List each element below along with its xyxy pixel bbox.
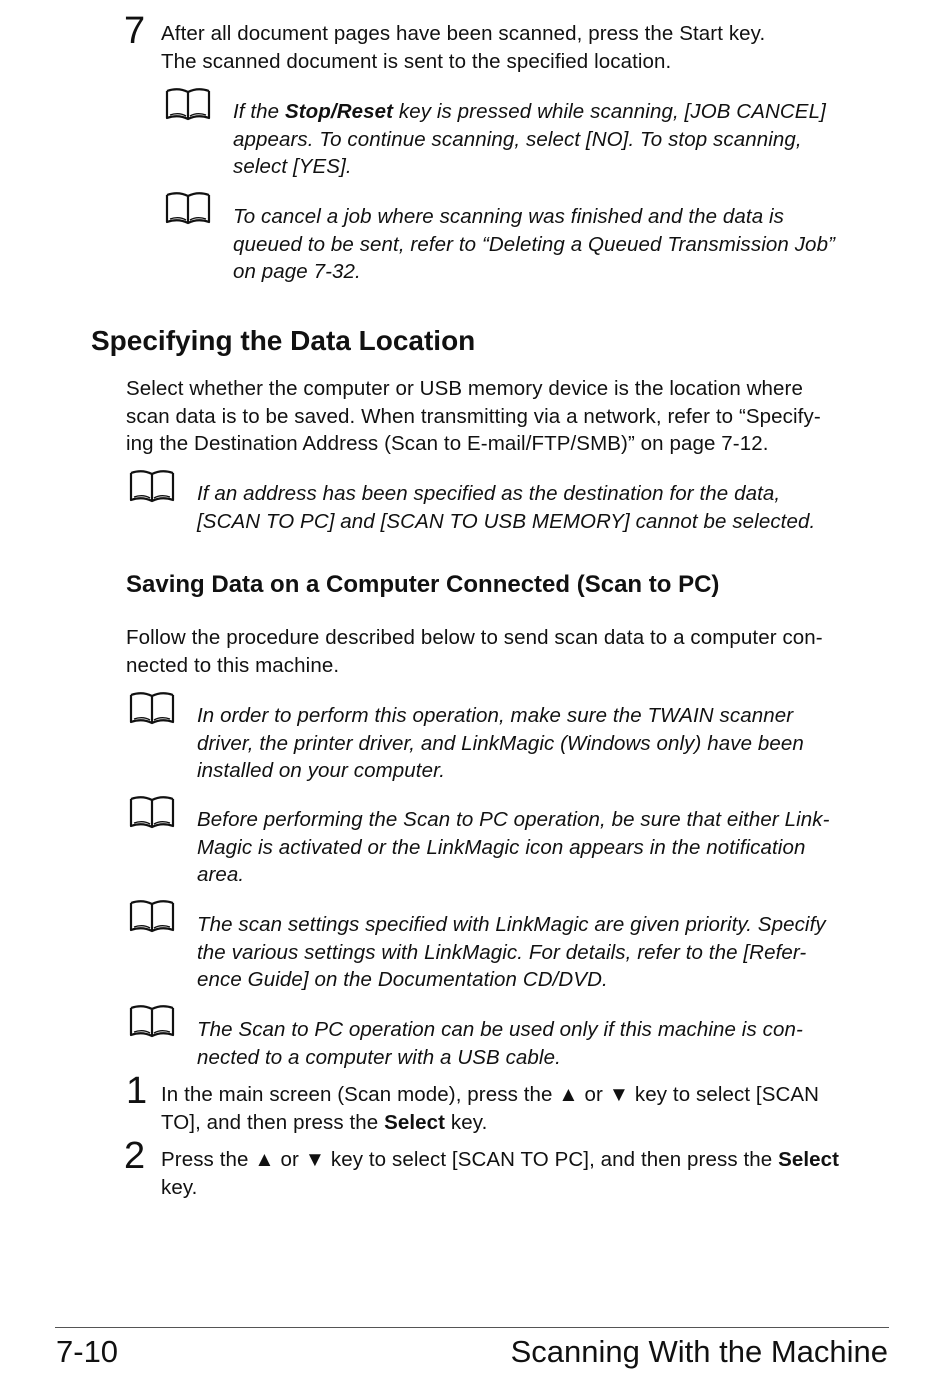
step-1-text <box>161 1081 901 1136</box>
note-6-line-2: the various settings with LinkMagic. For details, refer to the [Refer- <box>197 940 807 964</box>
note-1-line-3: select [YES]. <box>233 155 352 178</box>
subsection-heading: Saving Data on a Computer Connected (Scan to PC) <box>126 571 720 598</box>
note-2-line-1: To cancel a job where scanning was finished and the data is <box>233 205 785 228</box>
note-1-line-1: If the Stop/Reset key is pressed while scanning, [JOB CANCEL] <box>233 100 826 123</box>
subsection-paragraph <box>126 624 906 679</box>
step-number-1: 1 <box>126 1070 148 1112</box>
note-7-line-2: nected to a computer with a USB cable. <box>197 1045 561 1069</box>
note-2-line-3: on page 7-32. <box>233 260 361 283</box>
section-paragraph <box>126 375 906 458</box>
step-2-text <box>161 1146 911 1201</box>
section-paragraph-line-2: scan data is to be saved. When transmitting via a network, refer to “Specify- <box>126 404 821 428</box>
section-paragraph-line-1: Select whether the computer or USB memory device is the location where <box>126 377 803 400</box>
note-2-line-2: queued to be sent, refer to “Deleting a Queued Transmission Job” <box>233 232 835 256</box>
note-3-text <box>197 480 897 535</box>
note-icon <box>164 192 212 228</box>
stop-reset-key-label: Stop/Reset <box>284 100 394 123</box>
note-4-line-1: In order to perform this operation, make sure the TWAIN scanner <box>197 704 794 727</box>
select-key-label: Select <box>384 1110 446 1134</box>
footer-page-number: 7-10 <box>56 1334 119 1369</box>
note-5-text <box>197 806 907 889</box>
footer-chapter-title: Scanning With the Machine <box>510 1334 888 1369</box>
step-1-line-1: In the main screen (Scan mode), press the ▲ or ▼ key to select [SCAN <box>161 1083 820 1106</box>
step-7-line-2: The scanned document is sent to the specified location. <box>161 49 672 73</box>
note-7-line-1: The Scan to PC operation can be used only if this machine is con- <box>197 1018 803 1041</box>
note-icon <box>128 796 176 832</box>
note-icon <box>128 1005 176 1041</box>
note-5-line-1: Before performing the Scan to PC operation, be sure that either Link- <box>197 808 830 831</box>
subsection-paragraph-line-1: Follow the procedure described below to send scan data to a computer con- <box>126 626 823 649</box>
step-number-7: 7 <box>124 10 146 52</box>
note-6-line-3: ence Guide] on the Documentation CD/DVD. <box>197 968 608 991</box>
step-number-2: 2 <box>124 1135 146 1177</box>
note-icon <box>128 470 176 506</box>
select-key-label: Select <box>778 1148 840 1171</box>
note-6-text <box>197 911 907 994</box>
step-7-text <box>161 20 881 75</box>
note-5-line-3: area. <box>197 863 245 886</box>
note-4-text <box>197 702 897 785</box>
note-1-text <box>233 98 893 181</box>
note-icon <box>164 88 212 124</box>
note-4-line-2: driver, the printer driver, and LinkMagic (Windows only) have been <box>197 731 804 755</box>
step-2-line-1: Press the ▲ or ▼ key to select [SCAN TO PC], and then press the Select <box>161 1148 840 1171</box>
footer-rule <box>55 1327 889 1328</box>
note-4-line-3: installed on your computer. <box>197 759 446 782</box>
note-6-line-1: The scan settings specified with LinkMagic are given priority. Specify <box>197 913 826 936</box>
step-1-line-2: TO], and then press the Select key. <box>161 1110 488 1134</box>
note-icon <box>128 900 176 936</box>
section-paragraph-line-3: ing the Destination Address (Scan to E-mail/FTP/SMB)” on page 7-12. <box>126 432 769 455</box>
step-7-line-1: After all document pages have been scanned, press the Start key. <box>161 22 766 45</box>
note-1-line-2: appears. To continue scanning, select [NO]. To stop scanning, <box>233 127 802 151</box>
note-7-text <box>197 1016 897 1071</box>
section-heading: Specifying the Data Location <box>91 325 476 356</box>
step-2-line-2: key. <box>161 1175 198 1199</box>
note-5-line-2: Magic is activated or the LinkMagic icon appears in the notification <box>197 835 806 859</box>
note-2-text <box>233 203 903 286</box>
note-3-line-1: If an address has been specified as the destination for the data, <box>197 482 781 505</box>
note-icon <box>128 692 176 728</box>
subsection-paragraph-line-2: nected to this machine. <box>126 653 340 677</box>
note-3-line-2: [SCAN TO PC] and [SCAN TO USB MEMORY] cannot be selected. <box>197 509 816 533</box>
